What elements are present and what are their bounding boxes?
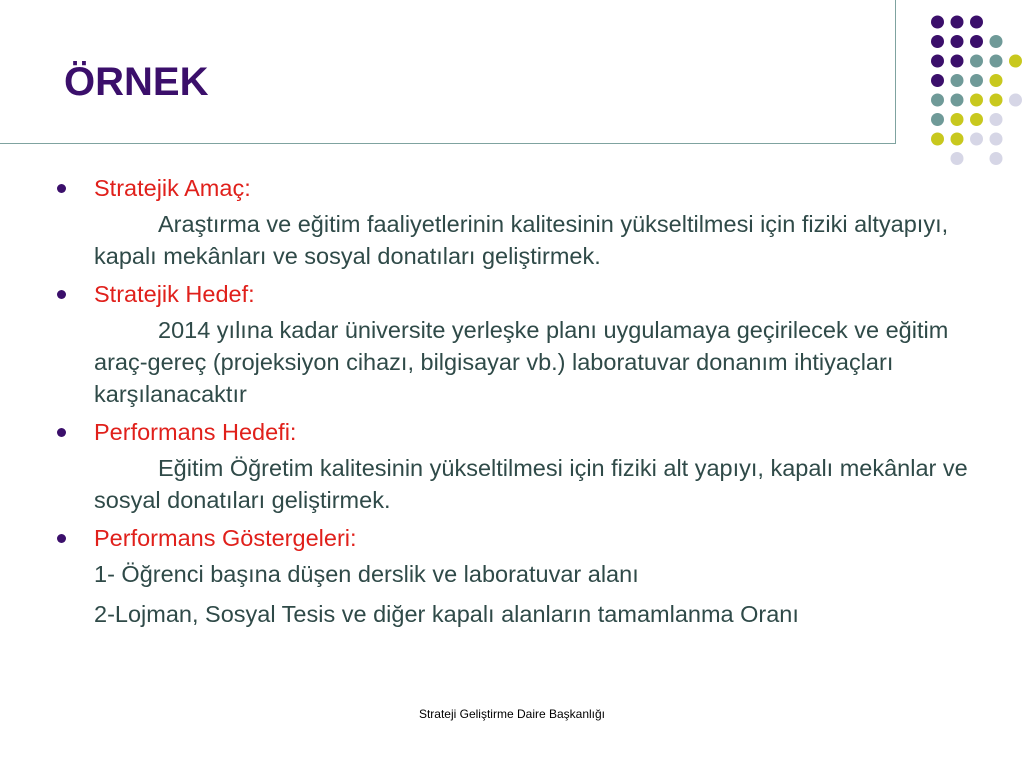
- decorative-dot: [931, 16, 944, 29]
- decorative-dot: [931, 35, 944, 48]
- decorative-dot: [970, 113, 983, 126]
- decorative-dot: [970, 74, 983, 87]
- decorative-dot: [931, 74, 944, 87]
- bullet-dot: [57, 428, 66, 437]
- decorative-dot: [970, 94, 983, 107]
- bullet-stratejik-hedef: [57, 278, 997, 310]
- decorative-dot: [990, 133, 1003, 146]
- paragraph-hedef: [57, 314, 997, 410]
- decorative-dot: [990, 35, 1003, 48]
- indicator-item-1: 1- Öğrenci başına düşen derslik ve laboratuvar alanı: [94, 561, 639, 587]
- decorative-dot: [990, 152, 1003, 165]
- decorative-dot: [1009, 94, 1022, 107]
- decorative-dot: [951, 55, 964, 68]
- title-divider-vertical: [895, 0, 896, 144]
- slide-footer: Strateji Geliştirme Daire Başkanlığı: [418, 707, 606, 721]
- decorative-dot: [951, 35, 964, 48]
- bullet-dot: [57, 534, 66, 543]
- bullet-stratejik-amac: [57, 172, 997, 204]
- decorative-dot: [931, 55, 944, 68]
- decorative-dot: [970, 55, 983, 68]
- paragraph-performans-hedefi: [57, 452, 997, 516]
- paragraph-text: Eğitim Öğretim kalitesinin yükseltilmesi için fiziki alt yapıyı, kapalı mekânlar ve sosyal donatıları geliştirmek.: [94, 455, 968, 513]
- title-divider-horizontal: [0, 143, 895, 144]
- decorative-dot: [990, 113, 1003, 126]
- decorative-dot: [970, 133, 983, 146]
- paragraph-text: 2014 yılına kadar üniversite yerleşke planı uygulamaya geçirilecek ve eğitim araç-gereç (projeksiyon cihazı, bilgisayar vb.) laboratuvar donanım ihtiyaçları karşılanacaktır: [94, 317, 949, 407]
- paragraph-text: Araştırma ve eğitim faaliyetlerinin kalitesinin yükseltilmesi için fiziki altyapıyı, kapalı mekânları ve sosyal donatıları geliştirmek.: [94, 211, 949, 269]
- bullet-dot: [57, 184, 66, 193]
- slide-body: [57, 172, 997, 638]
- decorative-dot: [970, 35, 983, 48]
- slide-title: ÖRNEK: [64, 60, 209, 104]
- decorative-dot: [990, 55, 1003, 68]
- bullet-heading: Stratejik Amaç:: [94, 175, 251, 201]
- decorative-dot: [931, 113, 944, 126]
- indicator-item-2: 2-Lojman, Sosyal Tesis ve diğer kapalı alanların tamamlanma Oranı: [94, 601, 799, 627]
- bullet-performans-hedefi: [57, 416, 997, 448]
- decorative-dot: [931, 133, 944, 146]
- decorative-dot: [951, 152, 964, 165]
- bullet-performans-gostergeleri: [57, 522, 997, 554]
- decorative-dot: [970, 16, 983, 29]
- bullet-heading: Stratejik Hedef:: [94, 281, 255, 307]
- paragraph-amac: [57, 208, 997, 272]
- decorative-dot: [951, 16, 964, 29]
- decorative-dot: [931, 94, 944, 107]
- decorative-dot: [951, 94, 964, 107]
- bullet-heading: Performans Hedefi:: [94, 419, 297, 445]
- decorative-dot: [990, 94, 1003, 107]
- decorative-dot: [990, 74, 1003, 87]
- decorative-dot: [951, 133, 964, 146]
- decorative-dot: [1009, 55, 1022, 68]
- bullet-dot: [57, 290, 66, 299]
- bullet-heading: Performans Göstergeleri:: [94, 525, 357, 551]
- decorative-dot: [951, 113, 964, 126]
- decorative-dot: [951, 74, 964, 87]
